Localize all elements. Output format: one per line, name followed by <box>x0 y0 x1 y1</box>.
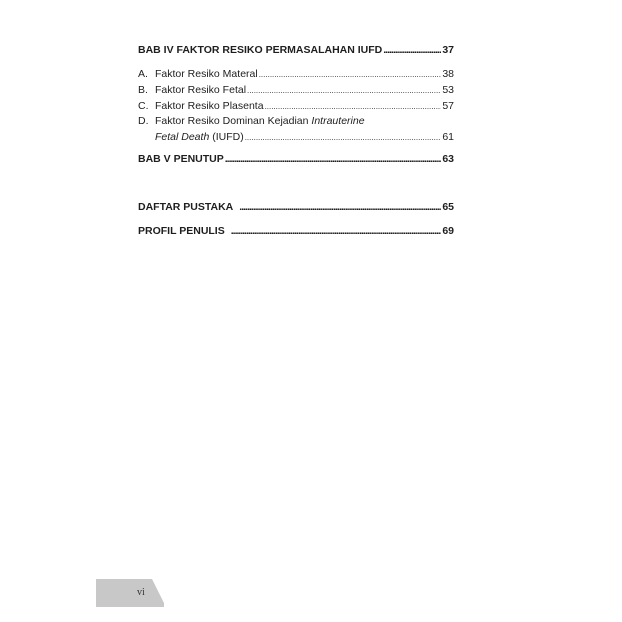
toc-entry-page: 63 <box>442 153 454 165</box>
dot-leader <box>265 102 442 111</box>
toc-item-letter: A. <box>138 68 148 80</box>
toc-entry-page: 65 <box>442 201 454 213</box>
toc-entry-label: Faktor Resiko Plasenta <box>155 100 264 112</box>
toc-entry-page: 57 <box>442 100 454 112</box>
toc-entry-page: 69 <box>442 225 454 237</box>
toc-entry-label: Faktor Resiko Dominan Kejadian <box>155 115 312 127</box>
toc-entry-label: Faktor Resiko Fetal <box>155 84 247 96</box>
toc-entry-page: 37 <box>442 44 454 56</box>
toc-entry-daftar-pustaka <box>138 201 454 213</box>
toc-entry-label: BAB V PENUTUP <box>138 153 224 165</box>
toc-entry-c <box>138 100 454 112</box>
toc-entry-page: 53 <box>442 84 454 96</box>
toc-entry-b <box>138 84 454 96</box>
toc-entry-d-line1 <box>138 115 454 127</box>
toc-entry-d-line2 <box>138 131 454 143</box>
toc-entry-page: 38 <box>442 68 454 80</box>
toc-entry-label: Faktor Resiko Materal <box>155 68 258 80</box>
toc-entry-label-italic: Fetal Death <box>155 131 210 143</box>
dot-leader <box>239 201 441 213</box>
toc-item-letter: C. <box>138 100 149 112</box>
toc-entry-label-italic: Intrauterine <box>311 115 365 127</box>
toc-entry-label: DAFTAR PUSTAKA <box>138 201 234 213</box>
toc-entry-label: PROFIL PENULIS <box>138 225 225 237</box>
toc-item-letter: D. <box>138 115 149 127</box>
dot-leader <box>245 133 442 142</box>
toc-entry-page: 61 <box>442 131 454 143</box>
dot-leader <box>259 70 442 79</box>
toc-entry-a <box>138 68 454 80</box>
page-number-tab <box>96 579 164 607</box>
toc-entry-profil-penulis <box>138 225 454 237</box>
toc-entry-bab-iv <box>138 44 454 56</box>
page-number: vi <box>137 587 145 598</box>
dot-leader <box>225 153 442 165</box>
dot-leader <box>247 86 441 95</box>
toc-entry-label: BAB IV FAKTOR RESIKO PERMASALAHAN IUFD <box>138 44 383 56</box>
toc-entry-bab-v <box>138 153 454 165</box>
toc-item-letter: B. <box>138 84 148 96</box>
toc-entry-label: (IUFD) <box>209 131 244 143</box>
dot-leader <box>383 44 441 56</box>
dot-leader <box>231 225 442 237</box>
